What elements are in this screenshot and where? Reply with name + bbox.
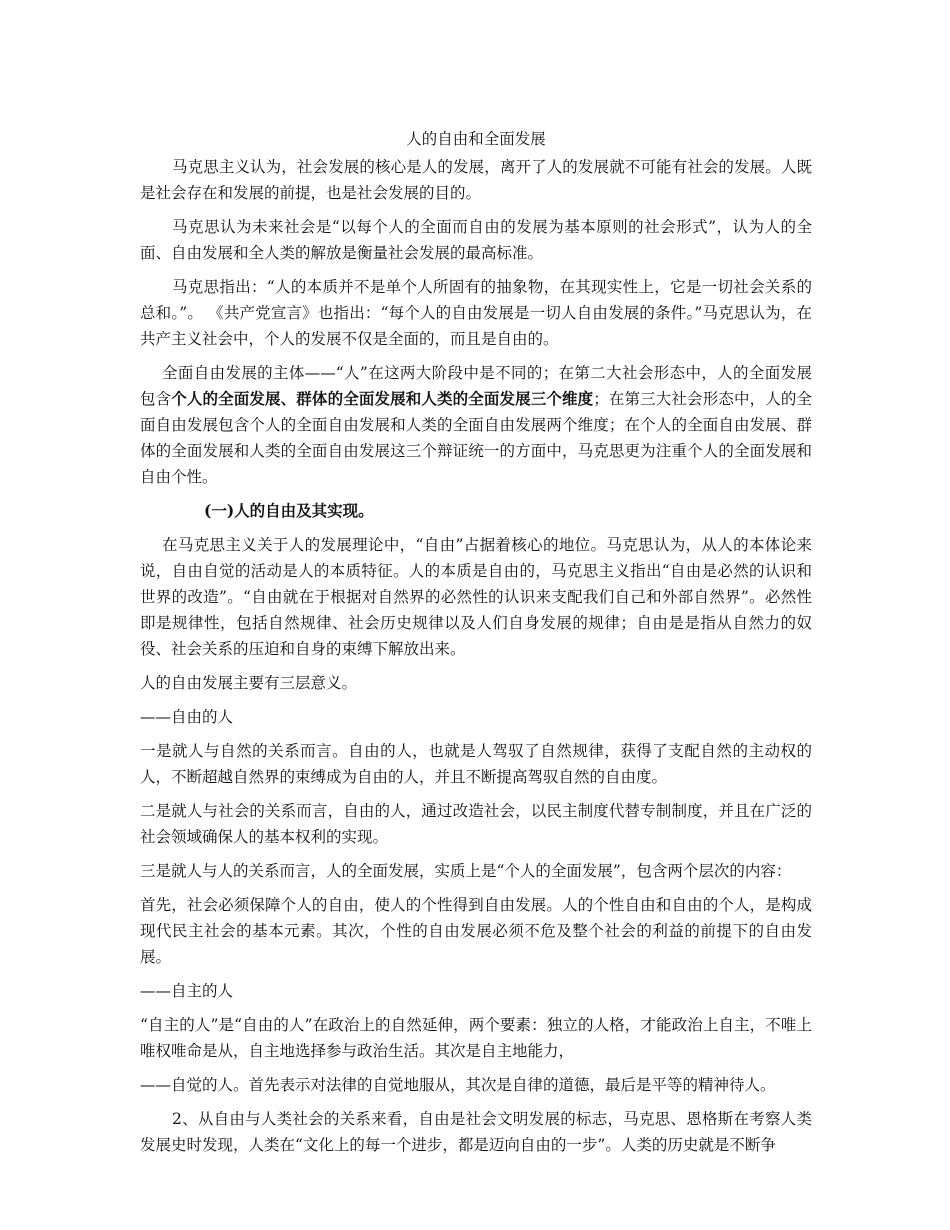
paragraph-11: 首先，社会必须保障个人的自由，使人的个性得到自由发展。人的个性自由和自由的个人，是构成现代民主社会的基本元素。其次，个性的自由发展必须不危及整个社会的利益的前提下的自由发展。 [140, 896, 812, 966]
paragraph-1: 马克思主义认为，社会发展的核心是人的发展，离开了人的发展就不可能有社会的发展。人既是社会存在和发展的前提，也是社会发展的目的。 [140, 158, 812, 202]
document-title: 人的自由和全面发展 [406, 130, 546, 148]
paragraph-7: ——自由的人 [140, 708, 234, 726]
paragraph-4 [140, 360, 812, 490]
paragraph-4-bold-text: 个人的全面发展、群体的全面发展和人类的全面发展三个维度 [171, 389, 594, 408]
paragraph-2: 马克思认为未来社会是“以每个人的全面而自由的发展为基本原则的社会形式”，认为人的全面、自由发展和全人类的解放是衡量社会发展的最高标准。 [140, 218, 812, 262]
paragraph-9: 二是就人与社会的关系而言，自由的人，通过改造社会，以民主制度代替专制制度，并且在广泛的社会领域确保人的基本权利的实现。 [140, 802, 812, 846]
paragraph-6: 人的自由发展主要有三层意义。 [140, 674, 358, 692]
paragraph-12: ——自主的人 [140, 982, 234, 1000]
paragraph-4-text-a: 全面自由发展的主体——“人”在这两大阶段中是不同的；在第二大社会形态中，人的全面发展包含 [140, 364, 812, 408]
paragraph-8: 一是就人与自然的关系而言。自由的人，也就是人驾驭了自然规律，获得了支配自然的主动权的人，不断超越自然界的束缚成为自由的人，并且不断提高驾驭自然的自由度。 [140, 742, 812, 786]
paragraph-14: ——自觉的人。首先表示对法律的自觉地服从，其次是自律的道德，最后是平等的精神待人。 [140, 1076, 776, 1094]
paragraph-15: 2、从自由与人类社会的关系来看，自由是社会文明发展的标志，马克思、恩格斯在考察人类发展史时发现，人类在“文化上的每一个进步，都是迈向自由的一步”。人类的历史就是不断争 [140, 1110, 812, 1154]
document-page [140, 126, 812, 1166]
paragraph-10: 三是就人与人的关系而言，人的全面发展，实质上是“个人的全面发展”，包含两个层次的内容： [140, 862, 792, 880]
paragraph-4-text-c: ；在第三大社会形态中，人的全面自由发展包含个人的全面自由发展和人类的全面自由发展两个维度；在个人的全面自由发展、群体的全面发展和人类的全面自由发展这三个辩证统一的方面中，马克思更为注重个人的全面发展和自由个性。 [140, 390, 812, 486]
paragraph-13: “自主的人”是“自由的人”在政治上的自然延伸，两个要素：独立的人格，才能政治上自主，不唯上唯权唯命是从，自主地选择参与政治生活。其次是自主地能力， [140, 1016, 812, 1060]
paragraph-3: 马克思指出：“人的本质并不是单个人所固有的抽象物，在其现实性上，它是一切社会关系的总和。”。 《共产党宣言》也指出：“每个人的自由发展是一切人自由发展的条件。”马克思认为，在共产主义社会中，个人的发展不仅是全面的，而且是自由的。 [140, 278, 812, 348]
paragraph-5: 在马克思主义关于人的发展理论中，“自由”占据着核心的地位。马克思认为，从人的本体论来说，自由自觉的活动是人的本质特征。人的本质是自由的，马克思主义指出“自由是必然的认识和世界的改造”。“自由就在于根据对自然界的必然性的认识来支配我们自己和外部自然界”。必然性即是规律性，包括自然规律、社会历史规律以及人们自身发展的规律；自由是是指从自然力的奴役、社会关系的压迫和自身的束缚下解放出来。 [140, 536, 812, 658]
section-subheading: (一)人的自由及其实现。 [204, 501, 374, 520]
